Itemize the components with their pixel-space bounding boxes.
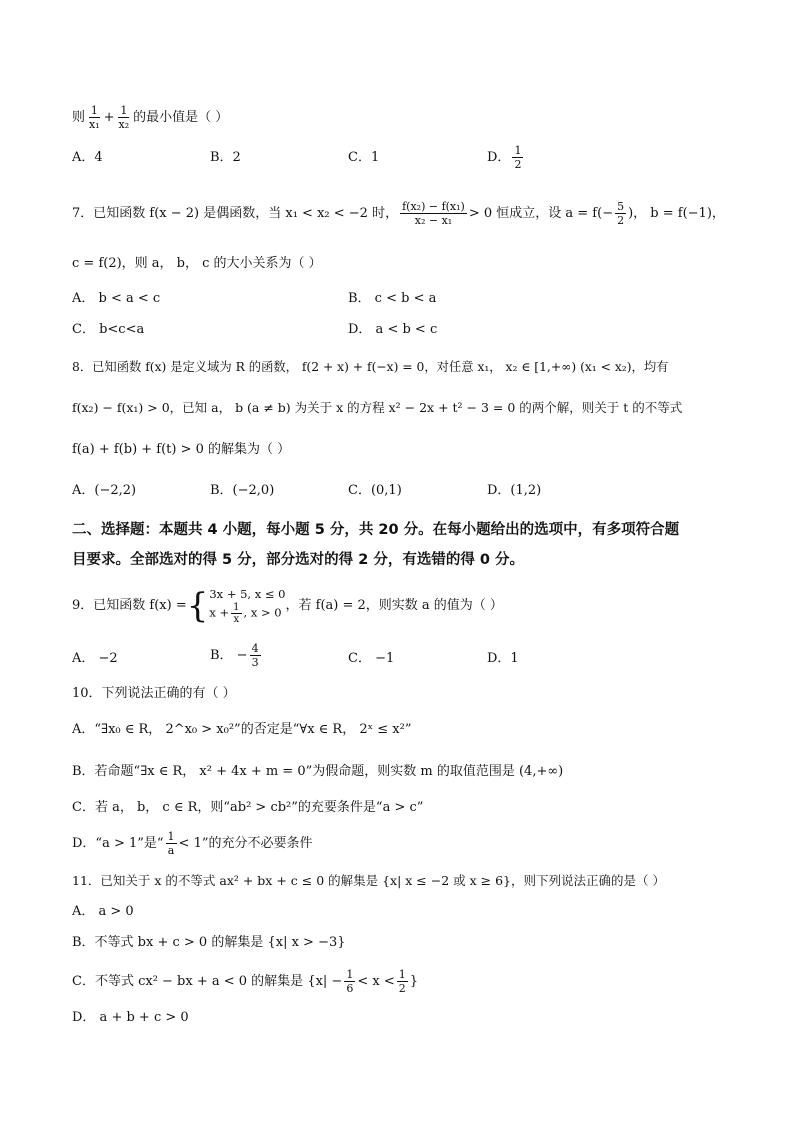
q6-frac2 (117, 104, 132, 131)
q7-frac (400, 200, 467, 227)
q11-option-c-mid: < x < (357, 974, 395, 989)
q10-option-b: B．若命题“∃x ∈ R， x² + 4x + m = 0”为假命题，则实数 m 的取值范围是 (4,+∞) (72, 764, 564, 779)
q9-option-d: D．1 (487, 651, 519, 666)
q11-option-c (72, 968, 418, 995)
q7-line1-a: 7．已知函数 f(x − 2) 是偶函数，当 x₁ < x₂ < −2 时， (72, 206, 399, 221)
q10-option-d-b: < 1”的充分不必要条件 (178, 836, 313, 851)
q9-case2 (209, 602, 285, 625)
q6-prefix: 则 (72, 110, 86, 125)
q7-option-a: A． b < a < c (72, 291, 161, 306)
q7-stem-line1 (72, 200, 725, 227)
q9-case2-frac (231, 602, 241, 625)
q7-option-b: B． c < b < a (348, 291, 437, 306)
q7-stem-line2: c = f(2)，则 a， b， c 的大小关系为（ ） (72, 256, 322, 271)
q8-stem-line1: 8．已知函数 f(x) 是定义域为 R 的函数， f(2 + x) + f(−x) = 0，对任意 x₁， x₂ ∈ [1,+∞) (x₁ < x₂)，均有 (72, 360, 669, 374)
q8-stem-line3: f(a) + f(b) + f(t) > 0 的解集为（ ） (72, 442, 291, 457)
q6-option-c: C．1 (348, 150, 380, 165)
q9-option-b-label: B． − (210, 648, 248, 663)
q11-option-a: A． a > 0 (72, 904, 134, 919)
q6-option-a: A．4 (72, 150, 103, 165)
q6-option-d-label: D． (487, 150, 511, 165)
q9-option-b-num: 4 (251, 642, 259, 655)
section2-heading-line1: 二、选择题：本题共 4 小题，每小题 5 分，共 20 分。在每小题给出的选项中，有多项符合题 (72, 522, 680, 538)
q10-stem: 10．下列说法正确的有（ ） (72, 686, 236, 701)
q7-frac2 (615, 200, 626, 227)
q6-frac1-num: 1 (90, 104, 98, 117)
q11-option-c-num2: 1 (398, 968, 406, 981)
q9-case2-b: , x > 0 (243, 605, 282, 620)
q11-option-c-num1: 1 (346, 968, 354, 981)
q10-option-d-a: D．“a > 1”是“ (72, 836, 164, 851)
q9-case2-den: x (233, 614, 240, 625)
q11-option-c-den1: 6 (346, 982, 354, 995)
q9-option-b-frac (250, 642, 261, 669)
q6-option-b: B．2 (210, 150, 241, 165)
q11-option-c-den2: 2 (398, 982, 406, 995)
q11-option-c-b: } (409, 974, 418, 989)
q6-plus: + (103, 110, 115, 125)
q10-option-d-num: 1 (167, 830, 175, 843)
q9-brace-icon: { (186, 585, 209, 626)
q10-option-c: C．若 a， b， c ∈ R，则“ab² > cb²”的充要条件是“a > c” (72, 800, 424, 815)
q8-option-b: B．(−2,0) (210, 483, 275, 498)
q6-suffix: 的最小值是（ ） (133, 110, 229, 125)
q7-frac-den: x₂ − x₁ (414, 214, 453, 227)
q6-frac1 (87, 104, 102, 131)
q6-option-d (487, 144, 525, 171)
q9-option-c: C． −1 (348, 651, 395, 666)
q6-option-d-num: 1 (514, 144, 522, 157)
q11-option-c-frac1 (344, 968, 355, 995)
q8-option-a: A．(−2,2) (72, 483, 137, 498)
q10-option-d-den: a (167, 844, 175, 857)
q8-option-c: C．(0,1) (348, 483, 402, 498)
q8-stem-line2: f(x₂) − f(x₁) > 0，已知 a， b (a ≠ b) 为关于 x 的方程 x² − 2x + t² − 3 = 0 的两个解，则关于 t 的不等式 (72, 400, 683, 415)
q10-option-d (72, 830, 313, 857)
q11-option-b: B．不等式 bx + c > 0 的解集是 {x| x > −3} (72, 935, 346, 950)
q9-case2-num: 1 (233, 602, 240, 613)
q6-option-d-den: 2 (514, 158, 522, 171)
q6-frac2-num: 1 (120, 104, 128, 117)
q9-case1: 3x + 5, x ≤ 0 (209, 587, 286, 601)
q11-option-c-a: C．不等式 cx² − bx + a < 0 的解集是 {x| − (72, 974, 343, 989)
q8-option-d: D．(1,2) (487, 483, 542, 498)
q10-option-d-frac (166, 830, 177, 857)
q10-option-a: A．“∃x₀ ∈ R， 2^x₀ > x₀²”的否定是“∀x ∈ R， 2ˣ ≤ x²” (72, 722, 412, 737)
q9-case2-a: x + (209, 605, 230, 620)
q6-option-d-frac (512, 144, 523, 171)
q9-piecewise (187, 586, 286, 625)
q7-option-c: C． b<c<a (72, 322, 145, 337)
q7-option-d: D． a < b < c (348, 322, 438, 337)
q9-prefix: 9．已知函数 f(x) = (72, 598, 187, 613)
section2-heading-line2: 目要求。全部选对的得 5 分，部分选对的得 2 分，有选错的得 0 分。 (72, 552, 525, 568)
q7-frac-num: f(x₂) − f(x₁) (402, 200, 465, 213)
q11-option-d: D． a + b + c > 0 (72, 1010, 189, 1025)
q7-frac2-den: 2 (617, 214, 625, 227)
q7-line1-c: )， b = f(−1)， (628, 206, 725, 221)
q6-frac1-den: x₁ (89, 118, 100, 131)
q9-option-b (210, 642, 263, 669)
q9-suffix: ，若 f(a) = 2，则实数 a 的值为（ ） (285, 598, 503, 613)
q9-cases (209, 586, 285, 625)
q11-stem: 11．已知关于 x 的不等式 ax² + bx + c ≤ 0 的解集是 {x| x ≤ −2 或 x ≥ 6}，则下列说法正确的是（ ） (72, 873, 665, 888)
q6-stem-line (72, 104, 228, 131)
q7-line1-b: > 0 恒成立，设 a = f(− (468, 206, 614, 221)
q9-option-a: A． −2 (72, 651, 118, 666)
q9-option-b-den: 3 (251, 656, 259, 669)
q6-frac2-den: x₂ (118, 118, 130, 131)
q9-stem-line (72, 586, 503, 626)
q11-option-c-frac2 (397, 968, 408, 995)
q7-frac2-num: 5 (617, 200, 625, 213)
